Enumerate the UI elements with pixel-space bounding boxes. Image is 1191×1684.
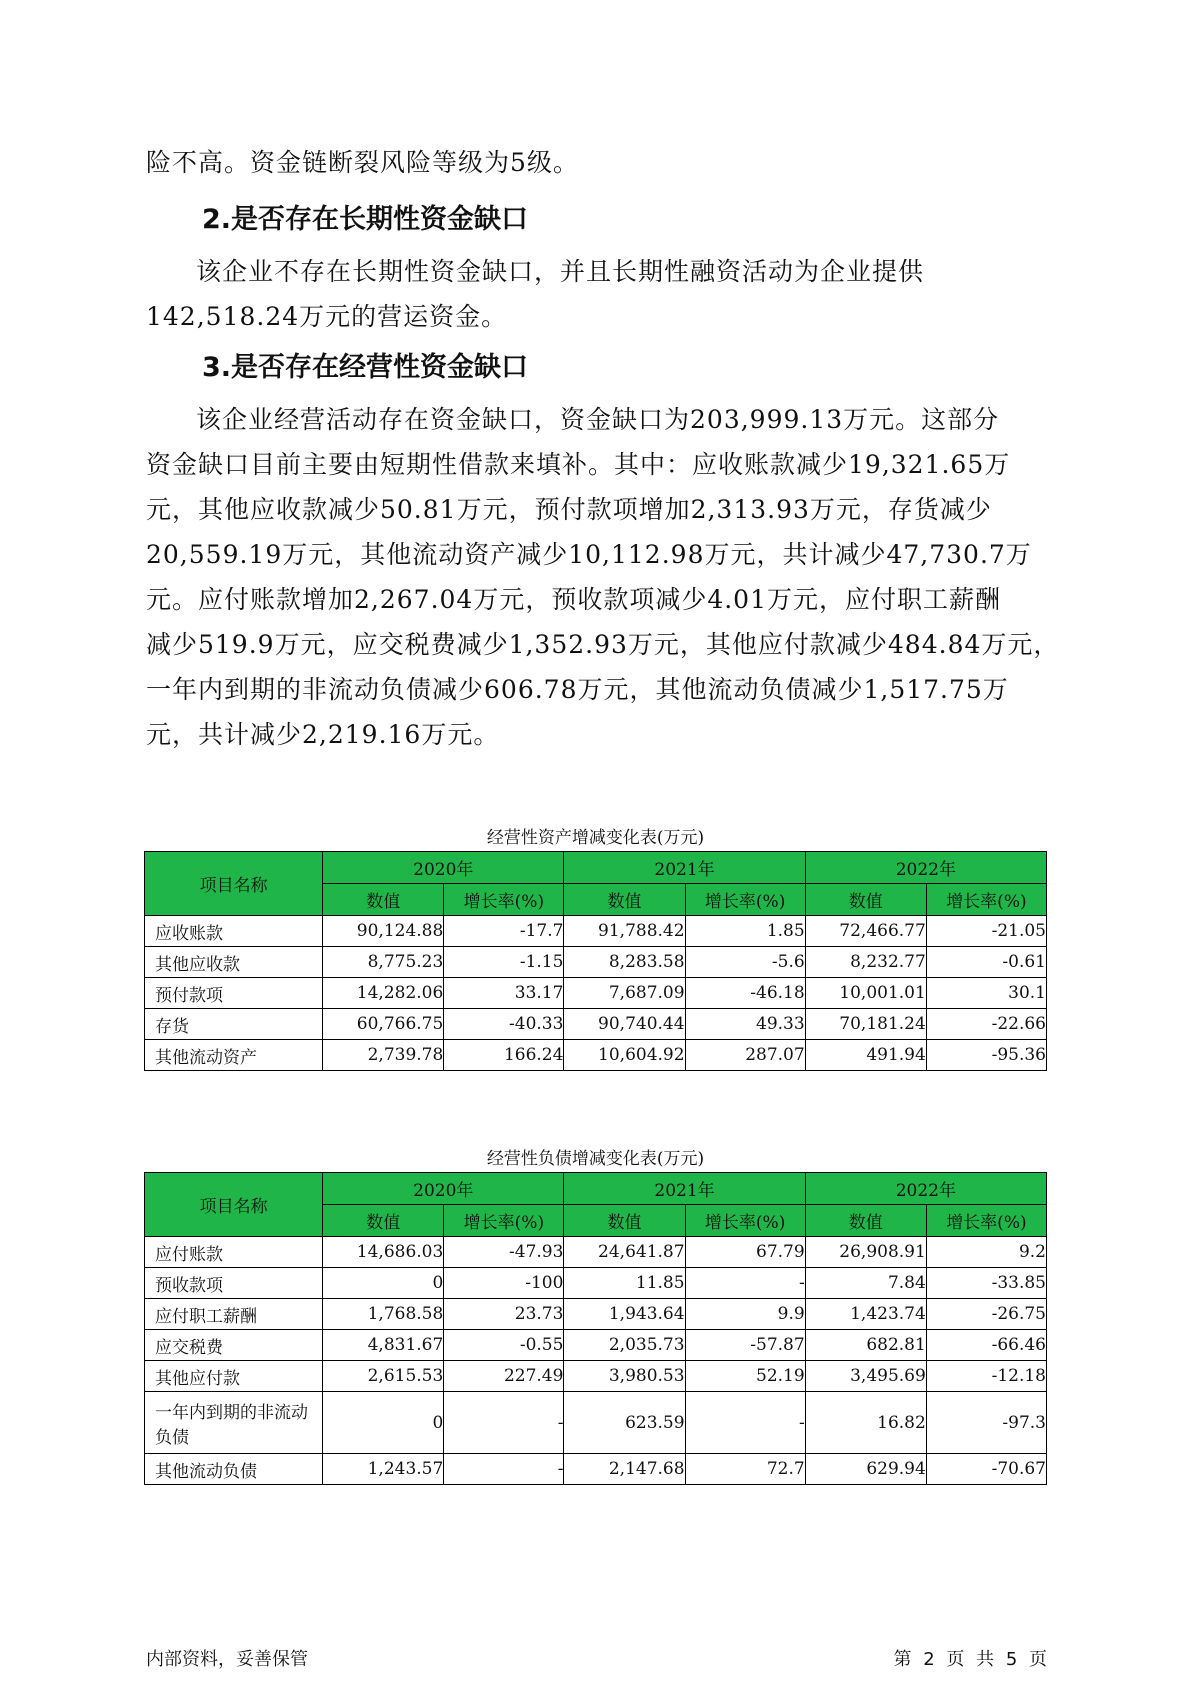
cell-growth-rate: -57.87 [685,1330,805,1361]
table-row [145,1454,1047,1485]
table-row [145,916,1047,947]
cell-growth-rate: -1.15 [444,947,564,978]
cell-growth-rate: 67.79 [685,1237,805,1268]
cell-growth-rate: -97.3 [926,1392,1046,1454]
row-item-name: 其他流动负债 [145,1454,323,1485]
paragraph-risk-level [146,140,1046,185]
cell-value: 623.59 [564,1392,685,1454]
cell-growth-rate: -0.55 [444,1330,564,1361]
text-line: 一年内到期的非流动负债减少606.78万元，其他流动负债减少1,517.75万 [146,675,1009,704]
header-growth-rate: 增长率(%) [926,1205,1046,1237]
header-value: 数值 [323,884,444,916]
row-item-name: 应付账款 [145,1237,323,1268]
table-row [145,947,1047,978]
cell-value: 7.84 [805,1268,926,1299]
cell-value: 2,739.78 [323,1040,444,1071]
header-item-name: 项目名称 [145,1173,323,1237]
header-year: 2020年 [323,1173,564,1205]
cell-value: 16.82 [805,1392,926,1454]
text-line: 元，其他应收款减少50.81万元，预付款项增加2,313.93万元，存货减少 [146,495,992,524]
cell-growth-rate: 9.2 [926,1237,1046,1268]
cell-growth-rate: - [685,1392,805,1454]
table-row [145,1268,1047,1299]
footer-confidential-note: 内部资料，妥善保管 [146,1649,308,1670]
text-line: 资金缺口目前主要由短期性借款来填补。其中：应收账款减少19,321.65万 [146,450,1011,479]
table-row [145,1299,1047,1330]
header-item-name: 项目名称 [145,852,323,916]
cell-value: 682.81 [805,1330,926,1361]
operating-assets-table [144,851,1047,1071]
header-year: 2021年 [564,1173,805,1205]
cell-value: 2,147.68 [564,1454,685,1485]
cell-growth-rate: -100 [444,1268,564,1299]
header-growth-rate: 增长率(%) [685,884,805,916]
row-item-name: 应收账款 [145,916,323,947]
cell-growth-rate: -40.33 [444,1009,564,1040]
cell-growth-rate: - [444,1392,564,1454]
table-row [145,1361,1047,1392]
header-value: 数值 [323,1205,444,1237]
cell-value: 1,768.58 [323,1299,444,1330]
cell-value: 24,641.87 [564,1237,685,1268]
table-row [145,1009,1047,1040]
cell-value: 90,124.88 [323,916,444,947]
text-line: 142,518.24万元的营运资金。 [146,302,508,331]
cell-growth-rate: 49.33 [685,1009,805,1040]
cell-growth-rate: -21.05 [926,916,1046,947]
table-row [145,1237,1047,1268]
cell-value: 72,466.77 [805,916,926,947]
cell-growth-rate: 166.24 [444,1040,564,1071]
row-item-name: 预收款项 [145,1268,323,1299]
table-row [145,1330,1047,1361]
cell-growth-rate: -0.61 [926,947,1046,978]
row-item-name: 应付职工薪酬 [145,1299,323,1330]
cell-value: 8,283.58 [564,947,685,978]
cell-value: 14,282.06 [323,978,444,1009]
cell-value: 629.94 [805,1454,926,1485]
row-item-name: 预付款项 [145,978,323,1009]
cell-value: 91,788.42 [564,916,685,947]
cell-growth-rate: -70.67 [926,1454,1046,1485]
cell-value: 8,232.77 [805,947,926,978]
cell-growth-rate: -22.66 [926,1009,1046,1040]
cell-growth-rate: 33.17 [444,978,564,1009]
row-item-name: 存货 [145,1009,323,1040]
text-line: 减少519.9万元，应交税费减少1,352.93万元，其他应付款减少484.84万元， [146,630,1060,659]
cell-growth-rate: 1.85 [685,916,805,947]
text-line: 元，共计减少2,219.16万元。 [146,720,500,749]
header-value: 数值 [805,884,926,916]
cell-value: 60,766.75 [323,1009,444,1040]
cell-growth-rate: 9.9 [685,1299,805,1330]
cell-growth-rate: -95.36 [926,1040,1046,1071]
header-growth-rate: 增长率(%) [444,884,564,916]
cell-value: 4,831.67 [323,1330,444,1361]
cell-value: 10,604.92 [564,1040,685,1071]
cell-growth-rate: -46.18 [685,978,805,1009]
cell-value: 1,943.64 [564,1299,685,1330]
footer-page-number: 第 2 页 共 5 页 [893,1649,1047,1670]
paragraph-long-term-gap [146,249,1046,339]
header-growth-rate: 增长率(%) [685,1205,805,1237]
header-value: 数值 [564,1205,685,1237]
header-growth-rate: 增长率(%) [926,884,1046,916]
text-line: 元。应付账款增加2,267.04万元，预收款项减少4.01万元，应付职工薪酬 [146,585,1001,614]
cell-value: 8,775.23 [323,947,444,978]
paragraph-operating-gap [146,397,1060,757]
section-heading-operating-gap: 3.是否存在经营性资金缺口 [202,352,529,383]
operating-liabilities-table [144,1172,1047,1485]
cell-growth-rate: - [444,1454,564,1485]
cell-value: 0 [323,1392,444,1454]
cell-value: 26,908.91 [805,1237,926,1268]
header-year: 2022年 [805,1173,1046,1205]
cell-growth-rate: -26.75 [926,1299,1046,1330]
cell-value: 491.94 [805,1040,926,1071]
cell-growth-rate: -66.46 [926,1330,1046,1361]
section-heading-long-term-gap: 2.是否存在长期性资金缺口 [202,204,529,235]
cell-value: 1,243.57 [323,1454,444,1485]
table-body [145,916,1047,1071]
cell-growth-rate: -12.18 [926,1361,1046,1392]
cell-value: 7,687.09 [564,978,685,1009]
text-line: 20,559.19万元，其他流动资产减少10,112.98万元，共计减少47,730.7万 [146,540,1032,569]
table-row [145,978,1047,1009]
cell-growth-rate: 30.1 [926,978,1046,1009]
cell-growth-rate: 23.73 [444,1299,564,1330]
cell-value: 2,035.73 [564,1330,685,1361]
row-item-name: 其他应收款 [145,947,323,978]
header-year: 2021年 [564,852,805,884]
cell-value: 11.85 [564,1268,685,1299]
cell-value: 0 [323,1268,444,1299]
cell-value: 14,686.03 [323,1237,444,1268]
row-item-name: 其他应付款 [145,1361,323,1392]
header-year: 2020年 [323,852,564,884]
row-item-name: 应交税费 [145,1330,323,1361]
cell-value: 10,001.01 [805,978,926,1009]
text-line: 该企业不存在长期性资金缺口，并且长期性融资活动为企业提供 [196,257,925,286]
header-value: 数值 [564,884,685,916]
cell-value: 1,423.74 [805,1299,926,1330]
cell-value: 3,495.69 [805,1361,926,1392]
header-year: 2022年 [805,852,1046,884]
header-growth-rate: 增长率(%) [444,1205,564,1237]
text-line: 该企业经营活动存在资金缺口，资金缺口为203,999.13万元。这部分 [196,405,1000,434]
table-caption-assets: 经营性资产增减变化表(万元) [486,828,705,848]
cell-value: 3,980.53 [564,1361,685,1392]
table-row [145,1392,1047,1454]
table-caption-liabilities: 经营性负债增减变化表(万元) [486,1149,705,1169]
cell-value: 2,615.53 [323,1361,444,1392]
text-line: 险不高。资金链断裂风险等级为5级。 [146,148,579,177]
cell-growth-rate: -47.93 [444,1237,564,1268]
cell-growth-rate: -5.6 [685,947,805,978]
cell-value: 90,740.44 [564,1009,685,1040]
cell-growth-rate: - [685,1268,805,1299]
table-body [145,1237,1047,1485]
row-item-name: 一年内到期的非流动负债 [145,1392,323,1454]
cell-growth-rate: -33.85 [926,1268,1046,1299]
cell-growth-rate: 72.7 [685,1454,805,1485]
header-value: 数值 [805,1205,926,1237]
cell-growth-rate: 227.49 [444,1361,564,1392]
cell-growth-rate: -17.7 [444,916,564,947]
cell-growth-rate: 52.19 [685,1361,805,1392]
cell-growth-rate: 287.07 [685,1040,805,1071]
cell-value: 70,181.24 [805,1009,926,1040]
row-item-name: 其他流动资产 [145,1040,323,1071]
table-row [145,1040,1047,1071]
